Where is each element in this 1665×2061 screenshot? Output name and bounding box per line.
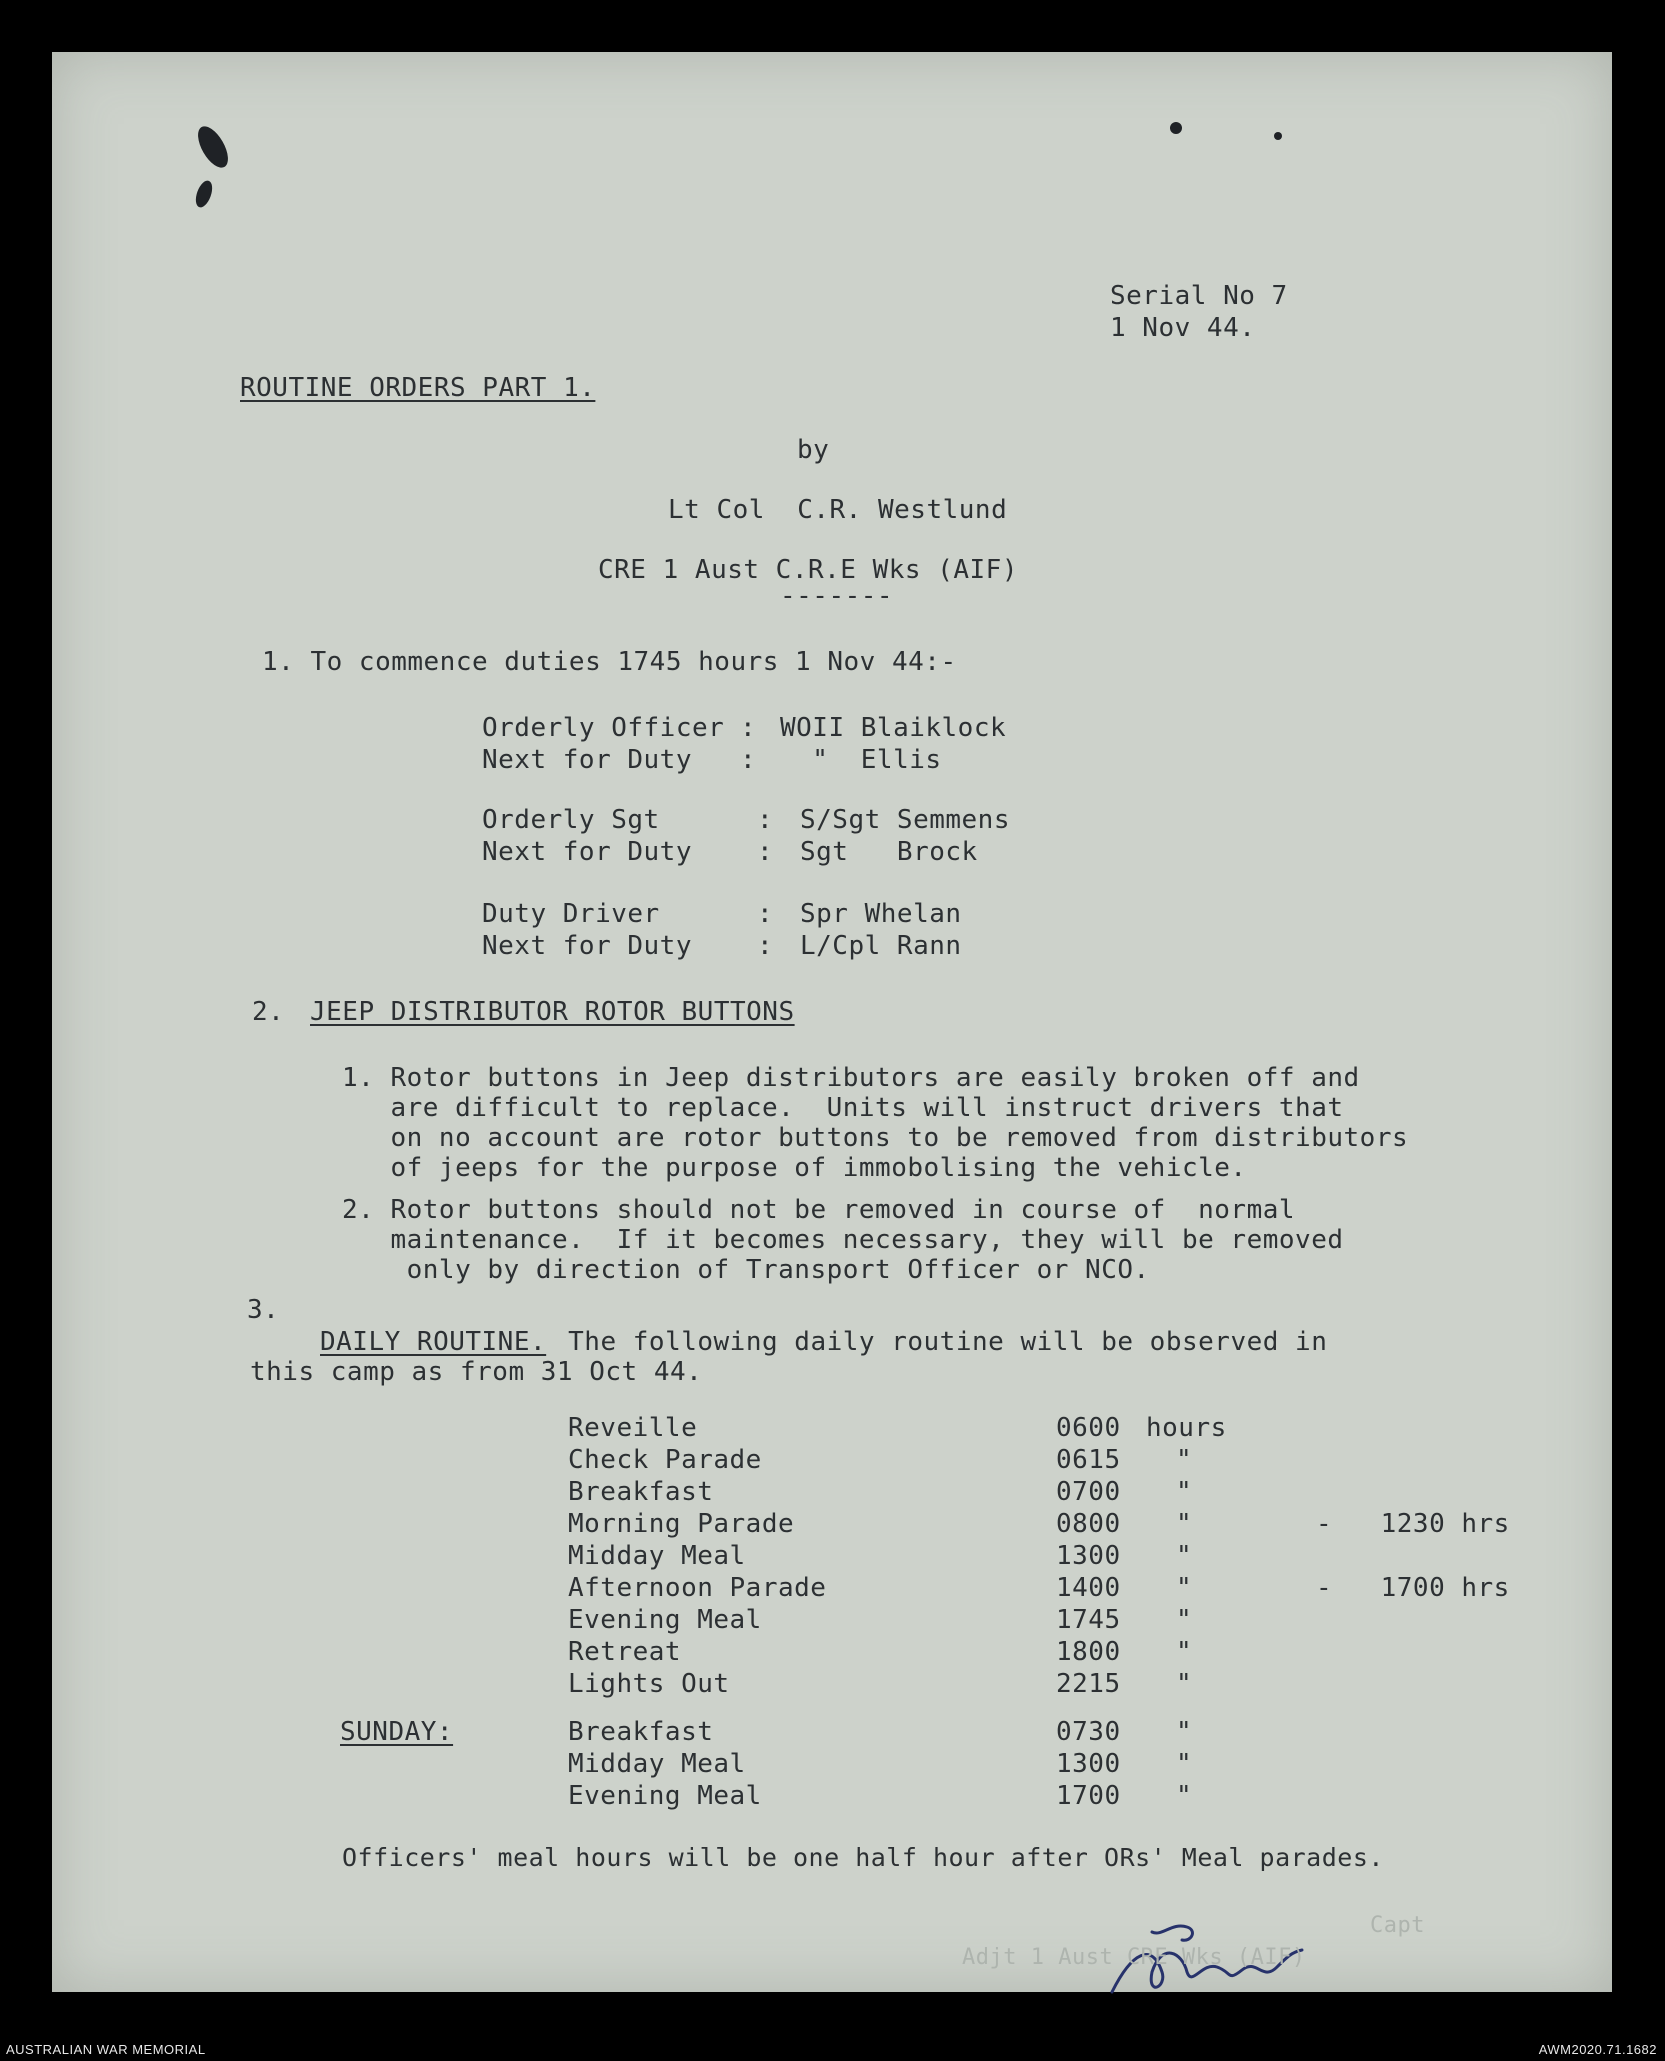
schedule-time: 1700	[1056, 1781, 1121, 1811]
schedule-time: 1300	[1056, 1749, 1121, 1779]
document-page	[52, 52, 1612, 1992]
schedule-event: Retreat	[568, 1637, 682, 1667]
duty-name: WOII Blaiklock	[780, 713, 1007, 743]
section2-para1-line: 1. Rotor buttons in Jeep distributors are easily broken off and	[342, 1063, 1360, 1093]
serial-number: Serial No 7	[1110, 281, 1288, 311]
duty-name: " Ellis	[780, 745, 942, 775]
schedule-event: Lights Out	[568, 1669, 730, 1699]
schedule-unit: "	[1176, 1717, 1193, 1747]
punch-mark-right-2	[1274, 132, 1282, 140]
punch-mark-right	[1170, 122, 1182, 134]
schedule-time: 0600	[1056, 1413, 1121, 1443]
duty-sep: :	[757, 899, 774, 929]
schedule-unit: "	[1176, 1509, 1193, 1539]
section2-para2-line: 2. Rotor buttons should not be removed in course of normal	[342, 1195, 1296, 1225]
section2-number: 2.	[252, 997, 285, 1027]
section2-para2-line: maintenance. If it becomes necessary, they will be removed	[342, 1225, 1344, 1255]
section3-intro: The following daily routine will be observed in	[552, 1327, 1328, 1357]
duty-sep: :	[757, 837, 774, 867]
duty-role: Next for Duty	[482, 837, 692, 867]
header-rule: -------	[780, 581, 894, 611]
schedule-time: 0615	[1056, 1445, 1121, 1475]
footer-archive-name: AUSTRALIAN WAR MEMORIAL	[6, 2042, 206, 2057]
duty-role: Duty Driver	[482, 899, 660, 929]
schedule-unit: "	[1176, 1749, 1193, 1779]
schedule-unit: hours	[1146, 1413, 1227, 1443]
schedule-event: Evening Meal	[568, 1605, 762, 1635]
section1-heading: 1. To commence duties 1745 hours 1 Nov 44:-	[262, 647, 957, 677]
document-title: ROUTINE ORDERS PART 1.	[240, 373, 596, 403]
schedule-unit: "	[1176, 1605, 1193, 1635]
schedule-event: Morning Parade	[568, 1509, 795, 1539]
sunday-label: SUNDAY:	[340, 1717, 454, 1747]
duty-name: L/Cpl Rann	[800, 931, 962, 961]
schedule-event: Midday Meal	[568, 1749, 746, 1779]
section2-para1-line: on no account are rotor buttons to be removed from distributors	[342, 1123, 1409, 1153]
duty-name: Spr Whelan	[800, 899, 962, 929]
duty-role: Orderly Sgt	[482, 805, 660, 835]
schedule-event: Midday Meal	[568, 1541, 746, 1571]
schedule-unit: "	[1176, 1637, 1193, 1667]
section3-intro-line2: this camp as from 31 Oct 44.	[250, 1357, 703, 1387]
section3-heading: DAILY ROUTINE.	[320, 1327, 547, 1357]
schedule-unit: "	[1176, 1477, 1193, 1507]
schedule-time: 1745	[1056, 1605, 1121, 1635]
schedule-event: Breakfast	[568, 1717, 714, 1747]
schedule-time: 1300	[1056, 1541, 1121, 1571]
duty-name: Sgt Brock	[800, 837, 978, 867]
schedule-unit: "	[1176, 1541, 1193, 1571]
duty-sep: :	[757, 805, 774, 835]
schedule-time: 0730	[1056, 1717, 1121, 1747]
schedule-event: Breakfast	[568, 1477, 714, 1507]
signature-appointment: Adjt 1 Aust CRE Wks (AIF)	[962, 1945, 1306, 1970]
punch-hole-left-lower	[193, 178, 216, 209]
schedule-event: Afternoon Parade	[568, 1573, 827, 1603]
schedule-time: 0800	[1056, 1509, 1121, 1539]
schedule-until: - 1700 hrs	[1316, 1573, 1510, 1603]
section3-number: 3.	[247, 1295, 280, 1325]
section2-para1-line: are difficult to replace. Units will instruct drivers that	[342, 1093, 1344, 1123]
schedule-time: 1800	[1056, 1637, 1121, 1667]
document-date: 1 Nov 44.	[1110, 313, 1256, 343]
schedule-unit: "	[1176, 1781, 1193, 1811]
section2-para1-line: of jeeps for the purpose of immobolising the vehicle.	[342, 1153, 1247, 1183]
unit-name: CRE 1 Aust C.R.E Wks (AIF)	[598, 555, 1018, 585]
punch-hole-left	[192, 122, 234, 173]
schedule-event: Evening Meal	[568, 1781, 762, 1811]
duty-sep: :	[740, 745, 757, 775]
signature-rank: Capt	[1370, 1913, 1425, 1938]
schedule-event: Check Parade	[568, 1445, 762, 1475]
duty-name: S/Sgt Semmens	[800, 805, 1010, 835]
schedule-time: 0700	[1056, 1477, 1121, 1507]
schedule-unit: "	[1176, 1445, 1193, 1475]
schedule-unit: "	[1176, 1573, 1193, 1603]
section2-para2-line: only by direction of Transport Officer or NCO.	[342, 1255, 1150, 1285]
officers-meal-note: Officers' meal hours will be one half hour after ORs' Meal parades.	[342, 1843, 1384, 1872]
schedule-unit: "	[1176, 1669, 1193, 1699]
schedule-event: Reveille	[568, 1413, 698, 1443]
duty-role: Next for Duty	[482, 931, 692, 961]
schedule-until: - 1230 hrs	[1316, 1509, 1510, 1539]
by-line: by	[797, 435, 830, 465]
duty-sep: :	[757, 931, 774, 961]
duty-sep: :	[740, 713, 757, 743]
duty-role: Orderly Officer	[482, 713, 725, 743]
commanding-officer: Lt Col C.R. Westlund	[668, 495, 1008, 525]
schedule-time: 2215	[1056, 1669, 1121, 1699]
footer-accession-number: AWM2020.71.1682	[1538, 2042, 1657, 2057]
duty-role: Next for Duty	[482, 745, 692, 775]
schedule-time: 1400	[1056, 1573, 1121, 1603]
section2-heading: JEEP DISTRIBUTOR ROTOR BUTTONS	[310, 997, 795, 1027]
